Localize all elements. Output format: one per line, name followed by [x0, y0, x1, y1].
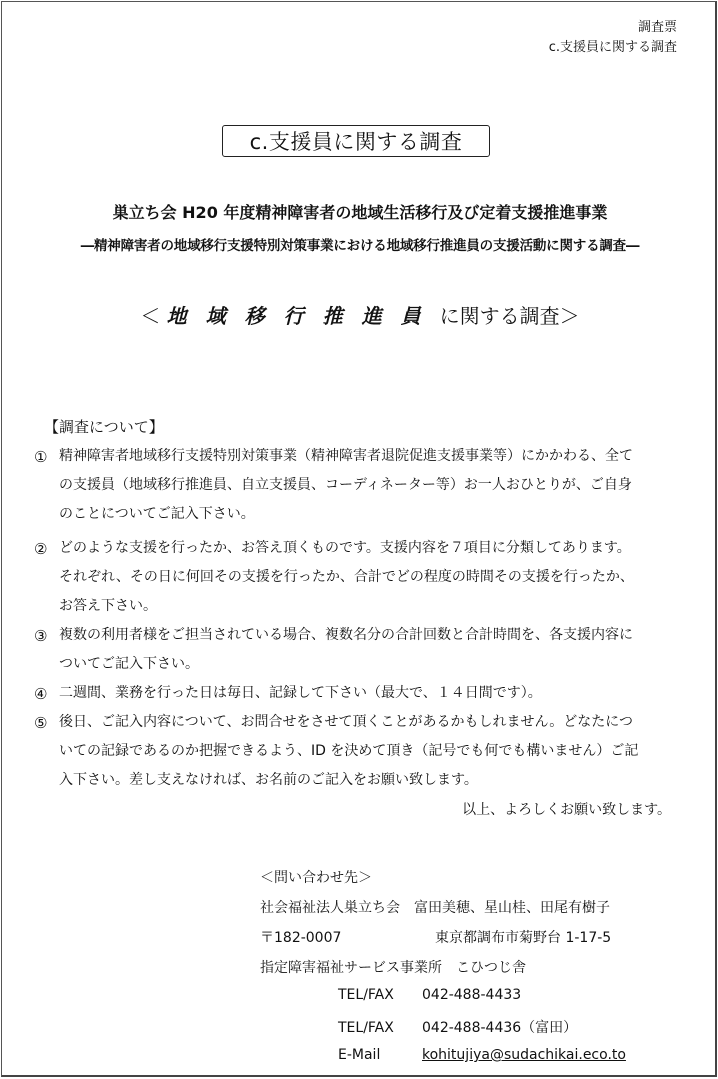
list-item [34, 708, 686, 795]
email-link[interactable]: kohitujiya@sudachikai.eco.to [422, 1047, 626, 1063]
contact-heading: ＜問い合わせ先＞ [260, 870, 372, 886]
item-line: どのような支援を行ったか、お答え頂くものです。支援内容を７項目に分類してあります。 [59, 540, 631, 556]
item-line: お答え下さい。 [59, 598, 157, 614]
header-sublabel: c.支援員に関する調査 [548, 40, 677, 55]
contact-email-row [338, 1047, 626, 1063]
tel-label: TEL/FAX [338, 987, 394, 1003]
list-item [34, 534, 686, 621]
email-label: E-Mail [338, 1047, 381, 1063]
list-item [34, 679, 686, 708]
contact-postal-code: 〒182-0007 [260, 930, 342, 946]
subject-open-bracket: ＜ [140, 304, 161, 328]
item-number: ⑤ [34, 714, 48, 732]
list-item [34, 442, 686, 529]
survey-subject-line [2, 300, 718, 329]
item-number: ④ [34, 685, 48, 703]
item-number: ② [34, 540, 48, 558]
survey-page [1, 1, 717, 1077]
item-line: 二週間、業務を行った日は毎日、記録して下さい（最大で、１４日間です）。 [59, 685, 542, 701]
sub-title: ―精神障害者の地域移行支援特別対策事業における地域移行推進員の支援活動に関する調査― [80, 238, 640, 254]
main-title: 巣立ち会 H20 年度精神障害者の地域生活移行及び定着支援推進事業 [112, 203, 608, 222]
item-line: 複数の利用者様をご担当されている場合、複数名分の合計回数と合計時間を、各支援内容に [59, 627, 633, 643]
contact-organization: 社会福祉法人巣立ち会 富田美穂、星山桂、田尾有樹子 [260, 900, 610, 916]
item-line: ついてご記入下さい。 [59, 656, 199, 672]
contact-tel-row [338, 987, 521, 1003]
item-line: 精神障害者地域移行支援特別対策事業（精神障害者退院促進支援事業等）にかかわる、全て [59, 448, 633, 464]
subject-spaced-text: 地域移行推進員 [166, 304, 440, 328]
list-item [34, 621, 686, 679]
item-line: 入下さい。差し支えなければ、お名前のご記入をお願い致します。 [59, 772, 478, 788]
title-box: c.支援員に関する調査 [222, 125, 490, 157]
tel-number: 042-488-4433 [422, 987, 522, 1003]
item-line: 後日、ご記入内容について、お問合せをさせて頂くことがあるかもしれません。どなたにつ [59, 714, 633, 730]
item-line: それぞれ、その日に何回その支援を行ったか、合計でどの程度の時間その支援を行ったか、 [59, 569, 634, 585]
item-number: ③ [34, 627, 48, 645]
item-line: いての記録であるのか把握できるよう、ID を決めて頂き（記号でも何でも構いません）ご記 [59, 743, 639, 759]
item-line: のことについてご記入下さい。 [59, 506, 255, 522]
tel-label: TEL/FAX [338, 1020, 394, 1036]
item-line: の支援員（地域移行推進員、自立支援員、コーディネーター等）お一人おひとりが、ご自身 [59, 477, 632, 493]
item-number: ① [34, 448, 48, 466]
tel-number: 042-488-4436（富田） [422, 1020, 578, 1036]
header-label: 調査票 [637, 20, 677, 35]
subject-rest-text: に関する調査＞ [439, 304, 580, 328]
contact-address: 東京都調布市菊野台 1-17-5 [435, 930, 612, 946]
contact-facility: 指定障害福祉サービス事業所 こひつじ舎 [260, 960, 526, 976]
closing-remark: 以上、よろしくお願い致します。 [462, 802, 671, 818]
section-heading: 【調査について】 [44, 418, 164, 436]
contact-tel-row [338, 1017, 577, 1037]
